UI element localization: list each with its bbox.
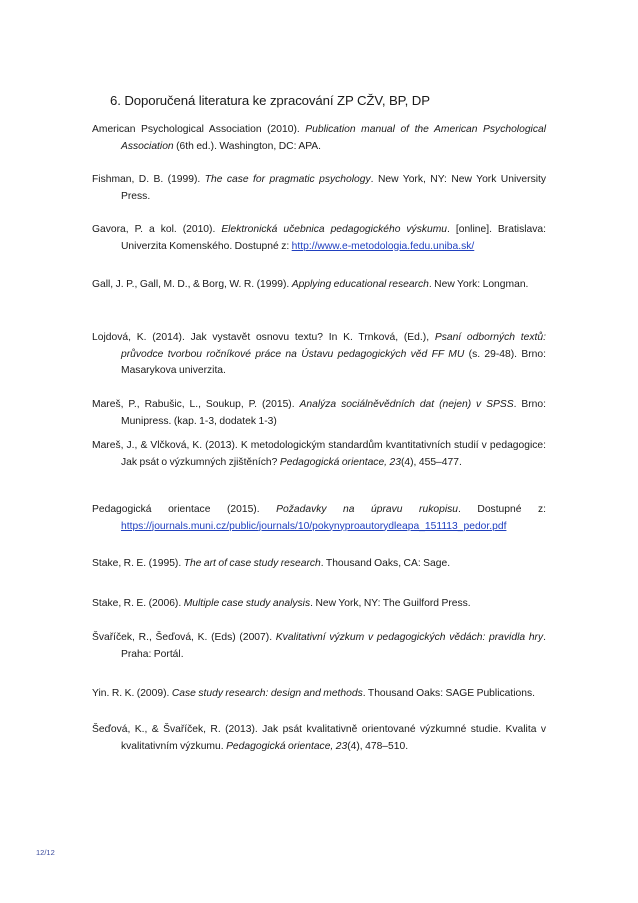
reference-text: . [online]. Bratislava: Univerzita Komenského. Dostupné z: [121,224,546,252]
reference-title: Publication manual of the American Psychological Association [121,124,546,152]
reference-title: Pedagogická orientace, 23 [226,740,348,752]
reference-text: American Psychological Association (2010). [92,124,306,135]
reference-text: Stake, R. E. (2006). [92,598,184,609]
reference-text: . Praha: Portál. [121,632,546,660]
reference-text: (4), 478–510. [347,740,409,752]
reference-text: Lojdová, K. (2014). Jak vystavět osnovu textu? In K. Trnková, (Ed.), [92,332,435,343]
reference-item [92,438,546,471]
reference-title: Požadavky na úpravu rukopisu [276,504,458,515]
reference-title: Kvalitativní výzkum v pedagogických vědách: pravidla hry [275,632,544,643]
reference-text: Mareš, P., Rabušic, L., Soukup, P. (2015). [92,399,300,410]
reference-item [92,596,546,613]
reference-title: The case for pragmatic psychology [204,174,371,185]
reference-text: (6th ed.). Washington, DC: APA. [173,140,322,152]
reference-text: Švaříček, R., Šeďová, K. (Eds) (2007). [92,632,276,643]
reference-text: (4), 455–477. [400,456,462,468]
reference-item [92,122,546,155]
reference-text: . New York, NY: The Guilford Press. [310,598,471,609]
reference-text: . Thousand Oaks: SAGE Publications. [362,688,535,699]
reference-item [92,686,546,703]
reference-text: . New York, NY: New York University Press. [121,174,547,202]
reference-title: Elektronická učebnica pedagogického výskumu [221,224,448,235]
reference-item [92,502,546,535]
reference-text: Mareš, J., & Vlčková, K. (2013). K metodologickým standardům kvantitativních studií v pedagogice: Jak psát o výzkumných zjištěních? [92,440,546,468]
reference-link[interactable]: https://journals.muni.cz/public/journals/10/pokynyproautorydleapa_151113_pedor.pdf [121,520,507,532]
reference-text: . Brno: Munipress. (kap. 1-3, dodatek 1-3) [121,399,546,427]
reference-text: Fishman, D. B. (1999). [92,174,205,185]
section-heading: 6. Doporučená literatura ke zpracování ZP CŽV, BP, DP [110,93,430,108]
reference-link[interactable]: http://www.e-metodologia.fedu.uniba.sk/ [291,240,475,252]
reference-text: Yin. R. K. (2009). [92,688,172,699]
reference-title: Analýza sociálněvědních dat (nejen) v SPSS [299,399,514,410]
reference-item [92,556,546,573]
reference-title: The art of case study research [183,558,321,569]
reference-item [92,397,546,430]
reference-item [92,277,546,294]
reference-text: . Dostupné z: [457,504,547,515]
reference-text: Gavora, P. a kol. (2010). [92,224,222,235]
reference-text: (s. 29-48). Brno: Masarykova univerzita. [121,348,546,376]
reference-text: . New York: Longman. [428,279,529,290]
reference-text: Pedagogická orientace (2015). [92,504,277,515]
reference-text: Stake, R. E. (1995). [92,558,184,569]
reference-item [92,722,546,755]
page-number: 12/12 [36,848,55,857]
reference-item [92,172,546,205]
reference-title: Multiple case study analysis [183,598,311,609]
reference-title: Applying educational research [291,279,429,290]
reference-item [92,222,546,255]
reference-text: Gall, J. P., Gall, M. D., & Borg, W. R. (1999). [92,279,292,290]
reference-title: Pedagogická orientace, 23 [279,456,401,468]
reference-item [92,630,546,663]
reference-title: Psaní odborných textů: průvodce tvorbou ročníkové práce na Ústavu pedagogických věd FF MU [121,332,546,360]
reference-item [92,330,546,380]
reference-title: Case study research: design and methods [171,688,363,699]
reference-text: Šeďová, K., & Švaříček, R. (2013). Jak psát kvalitativně orientované výzkumné studie. Kvalita v kvalitativním výzkumu. [92,724,546,752]
reference-text: . Thousand Oaks, CA: Sage. [320,558,451,569]
